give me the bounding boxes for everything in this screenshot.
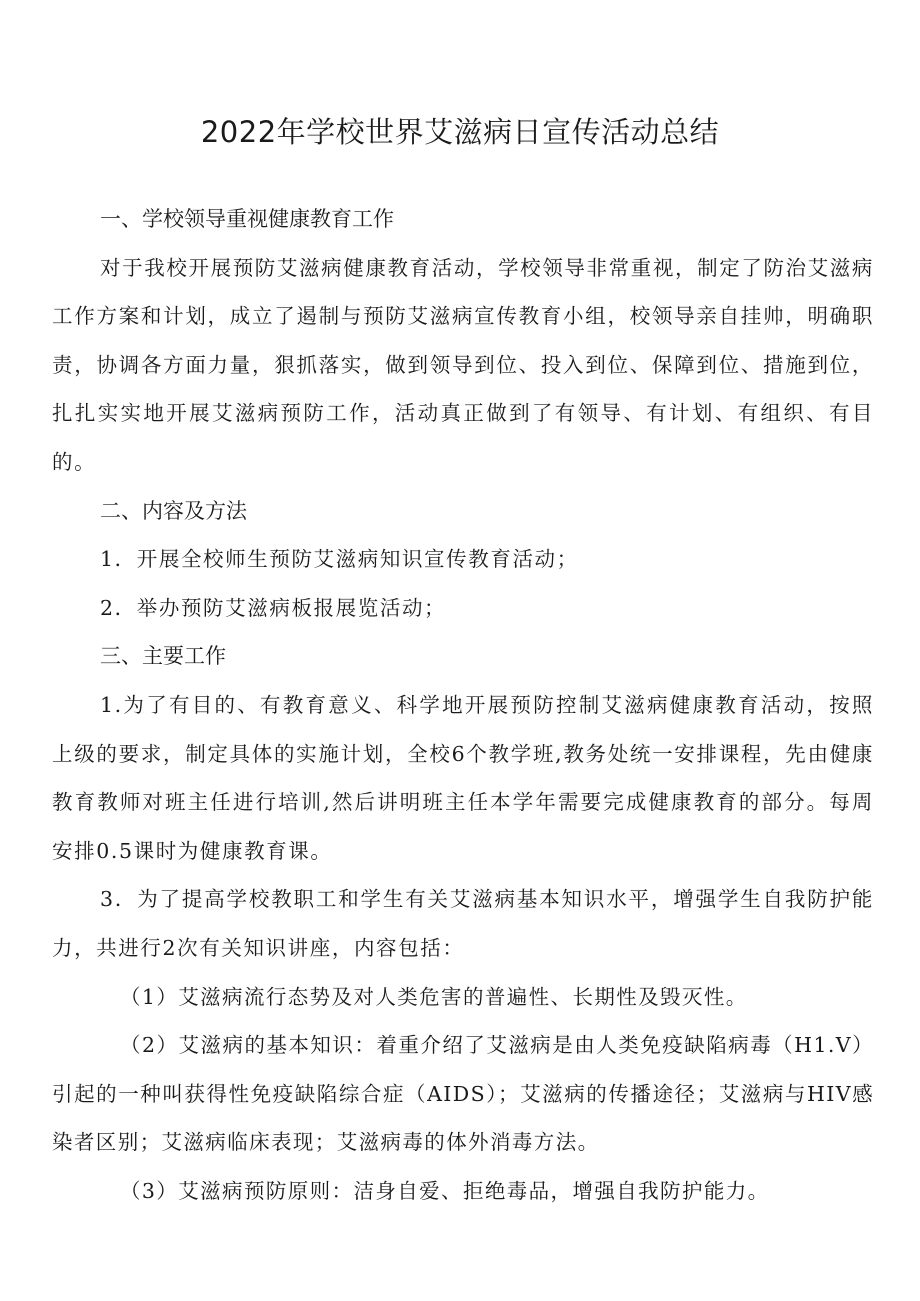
- section-content-methods: [52, 487, 874, 633]
- paragraph: 1.为了有目的、有教育意义、科学地开展预防控制艾滋病健康教育活动，按照上级的要求，制定具体的实施计划，全校6个教学班,教务处统一安排课程，先由健康教育教师对班主任进行培训,然后讲明班主任本学年需要完成健康教育的部分。每周安排0.5课时为健康教育课。: [52, 692, 874, 863]
- section-heading: 一、学校领导重视健康教育工作: [100, 207, 394, 231]
- list-item: （2）艾滋病的基本知识：着重介绍了艾滋病是由人类免疫缺陷病毒（H1.V）引起的一种叫获得性免疫缺陷综合症（AIDS）；艾滋病的传播途径；艾滋病与HIV感染者区别；艾滋病临床表现；艾滋病毒的体外消毒方法。: [52, 1033, 874, 1155]
- paragraph: 3．为了提高学校教职工和学生有关艾滋病基本知识水平，增强学生自我防护能力，共进行2次有关知识讲座，内容包括：: [52, 887, 874, 960]
- document-title: 2022年学校世界艾滋病日宣传活动总结: [200, 115, 720, 149]
- document-body: [52, 195, 874, 1215]
- section-leadership: [52, 195, 874, 487]
- paragraph: 对于我校开展预防艾滋病健康教育活动，学校领导非常重视，制定了防治艾滋病工作方案和计划，成立了遏制与预防艾滋病宣传教育小组，校领导亲自挂帅，明确职责，协调各方面力量，狠抓落实，做到领导到位、投入到位、保障到位、措施到位，扎扎实实地开展艾滋病预防工作，活动真正做到了有领导、有计划、有组织、有目的。: [52, 255, 874, 474]
- list-item: （1）艾滋病流行态势及对人类危害的普遍性、长期性及毁灭性。: [120, 984, 748, 1009]
- list-item: （3）艾滋病预防原则：洁身自爱、拒绝毒品，增强自我防护能力。: [120, 1178, 770, 1203]
- list-item: 1．开展全校师生预防艾滋病知识宣传教育活动；: [100, 547, 579, 572]
- list-item: 2．举办预防艾滋病板报展览活动；: [100, 595, 447, 620]
- section-heading: 二、内容及方法: [100, 498, 247, 523]
- section-main-work: [52, 632, 874, 1215]
- section-heading: 三、主要工作: [100, 644, 226, 669]
